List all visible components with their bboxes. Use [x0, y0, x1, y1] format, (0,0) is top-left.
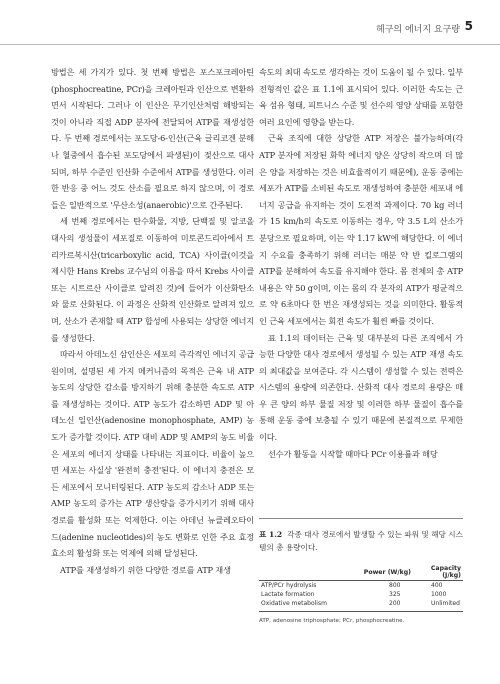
table-1-2: [259, 518, 463, 624]
table-cell: 200: [389, 600, 401, 607]
header-rule: [0, 44, 500, 45]
table-caption-text: 각종 대사 경로에서 발생할 수 있는 파워 및 해당 시스템의 총 용량이다.: [259, 530, 463, 552]
paragraph: 속도의 최대 속도로 생각하는 것이 도움이 될 수 있다. 일부 전형적인 값은 표 1.1에 표시되어 있다. 이러한 속도는 근육 섬유 형태, 피트니스 수준 및 선수의 영양 상태를 포함한 여러 요인에 영향을 받는다.: [259, 67, 463, 127]
table-cell: 400: [431, 582, 443, 589]
paragraph: 방법은 세 가지가 있다. 첫 번째 방법은 포스포크레아틴(phosphocreatine, PCr)을 크레아틴과 인산으로 변환하면서 시작된다. 그러나 이 인산은 무기인산처럼 해방되는 것이 아니라 직접 ADP 분자에 전달되어 ATP를 재생성한다. 두 번째 경로에서는 포도당-6-인산(근육 글리코겐 분해나 혈중에서 흡수된 포도당에서 파생된)이 젖산으로 대사되며, 하부 수준인 인산화 수준에서 ATP를 생성한다. 이러한 반응 중 어느 것도 산소를 필요로 하지 않으며, 이 경로들은 일반적으로 '무산소성(anaerobic)'으로 간주된다.: [51, 67, 254, 210]
table-header-row: [259, 564, 463, 581]
table-row: [259, 581, 463, 590]
table-header-cell: Power (W/kg): [363, 568, 411, 576]
table-cell: 800: [389, 582, 401, 589]
page-number: 5: [464, 19, 473, 33]
paragraph: 표 1.1의 데이터는 근육 및 대부분의 다른 조직에서 가능한 다양한 대사 경로에서 생성될 수 있는 ATP 재생 속도의 최대값을 보여준다. 각 시스템이 생성할 수 있는 전력은 시스템의 용량에 의존한다. 산화적 대사 경로의 용량은 매우 큰 양의 하부 물질 저장 및 이러한 하부 물질이 흡수를 통해 운동 중에 보충될 수 있기 때문에 본질적으로 무제한이다.: [259, 332, 463, 443]
table-header-cell: Capacity (J/kg): [430, 565, 461, 579]
table-cell: 325: [389, 591, 401, 598]
table-row: [259, 599, 463, 608]
running-title: 헤구의 에너지 요구량: [376, 25, 460, 35]
table-number: 표 1.2: [259, 530, 283, 539]
table-bottom-rule: [259, 611, 463, 612]
table-cell: Oxidative metabolism: [261, 600, 327, 607]
page-header: [0, 0, 500, 44]
paragraph: 세 번째 경로에서는 탄수화물, 지방, 단백질 및 알코올 대사의 생성물이 세포질로 이동하여 미토콘드리아에서 트리카르복시산(tricarboxylic acid, TCA) 사이클(이것을 제시한 Hans Krebs 교수님의 이름을 따서 Krebs 사이클 또는 시트르산 사이클로 알려진 것)에 들어가 이산화탄소와 물로 산화된다. 이 과정은 산화적 인산화로 알려져 있으며, 산소가 존재할 때 ATP 합성에 사용되는 상당한 에너지를 생성한다.: [51, 216, 254, 343]
right-column: [259, 64, 463, 462]
left-column: [51, 64, 254, 578]
table-top-rule: [259, 518, 463, 519]
paragraph: ATP를 재생성하기 위한 다양한 경로를 ATP 재생: [60, 564, 231, 575]
paragraph: 따라서 아데노신 삼인산은 세포의 즉각적인 에너지 공급원이며, 설명된 세 가지 메커니즘의 목적은 근육 내 ATP 농도의 상당한 감소를 방지하기 위해 충분한 속도로 ATP를 재생성하는 것이다. ATP 농도가 감소하면 ADP 및 아데노신 일인산(adenosine monophosphate, AMP) 농도가 증가할 것이다. ATP 대비 ADP 및 AMP의 농도 비율은 세포의 에너지 상태를 나타내는 지표이다. 비율이 높으면 세포는 사실상 '완전히 충전'된다. 이 에너지 충전은 모든 세포에서 모니터링된다. ATP 농도의 감소나 ADP 또는 AMP 농도의 증가는 ATP 생산량을 증가시키기 위해 대사 경로를 활성화 또는 억제한다. 이는 아데닌 뉴클레오타이드(adenine nucleotides)의 농도 변화로 인한 주요 효정 효소의 활성화 또는 억제에 의해 달성된다.: [51, 349, 254, 559]
paragraph: 선수가 활동을 시작할 때마다 PCr 이용률과 해당: [268, 448, 438, 459]
table-cell: ATP/PCr hydrolysis: [261, 582, 317, 589]
table-cell: Unlimited: [431, 600, 460, 607]
table-caption: [259, 528, 463, 554]
table-row: [259, 590, 463, 599]
table-note: ATP, adenosine triphosphate; PCr, phosphocreatine.: [259, 617, 405, 624]
paragraph: 근육 조직에 대한 상당한 ATP 저장은 불가능하며(각 ATP 분자에 저장된 화학 에너지 양은 상당히 작으며 더 많은 양을 저장하는 것은 비효율적이기 때문에), 운동 중에는 세포가 ATP를 소비된 속도로 재생성하여 충분한 세포내 에너지 공급을 유지하는 것이 도전적 과제이다. 70 kg 러너가 15 km/h의 속도로 이동하는 경우, 약 3.5 L의 산소가 분당으로 필요하며, 이는 약 1.17 kW에 해당한다. 이 에너지 수요를 충족하기 위해 러너는 매분 약 반 킬로그램의 ATP를 분해하여 속도를 유지해야 한다. 몸 전체의 총 ATP 내용은 약 50 g이며, 이는 몸의 각 분자의 ATP가 평균적으로 약 6초마다 한 번은 재생성되는 것을 의미한다. 활동적인 근육 세포에서는 회전 속도가 훨씬 빠를 것이다.: [259, 133, 463, 326]
table-cell: 1000: [431, 591, 447, 598]
table-cell: Lactate formation: [261, 591, 315, 598]
